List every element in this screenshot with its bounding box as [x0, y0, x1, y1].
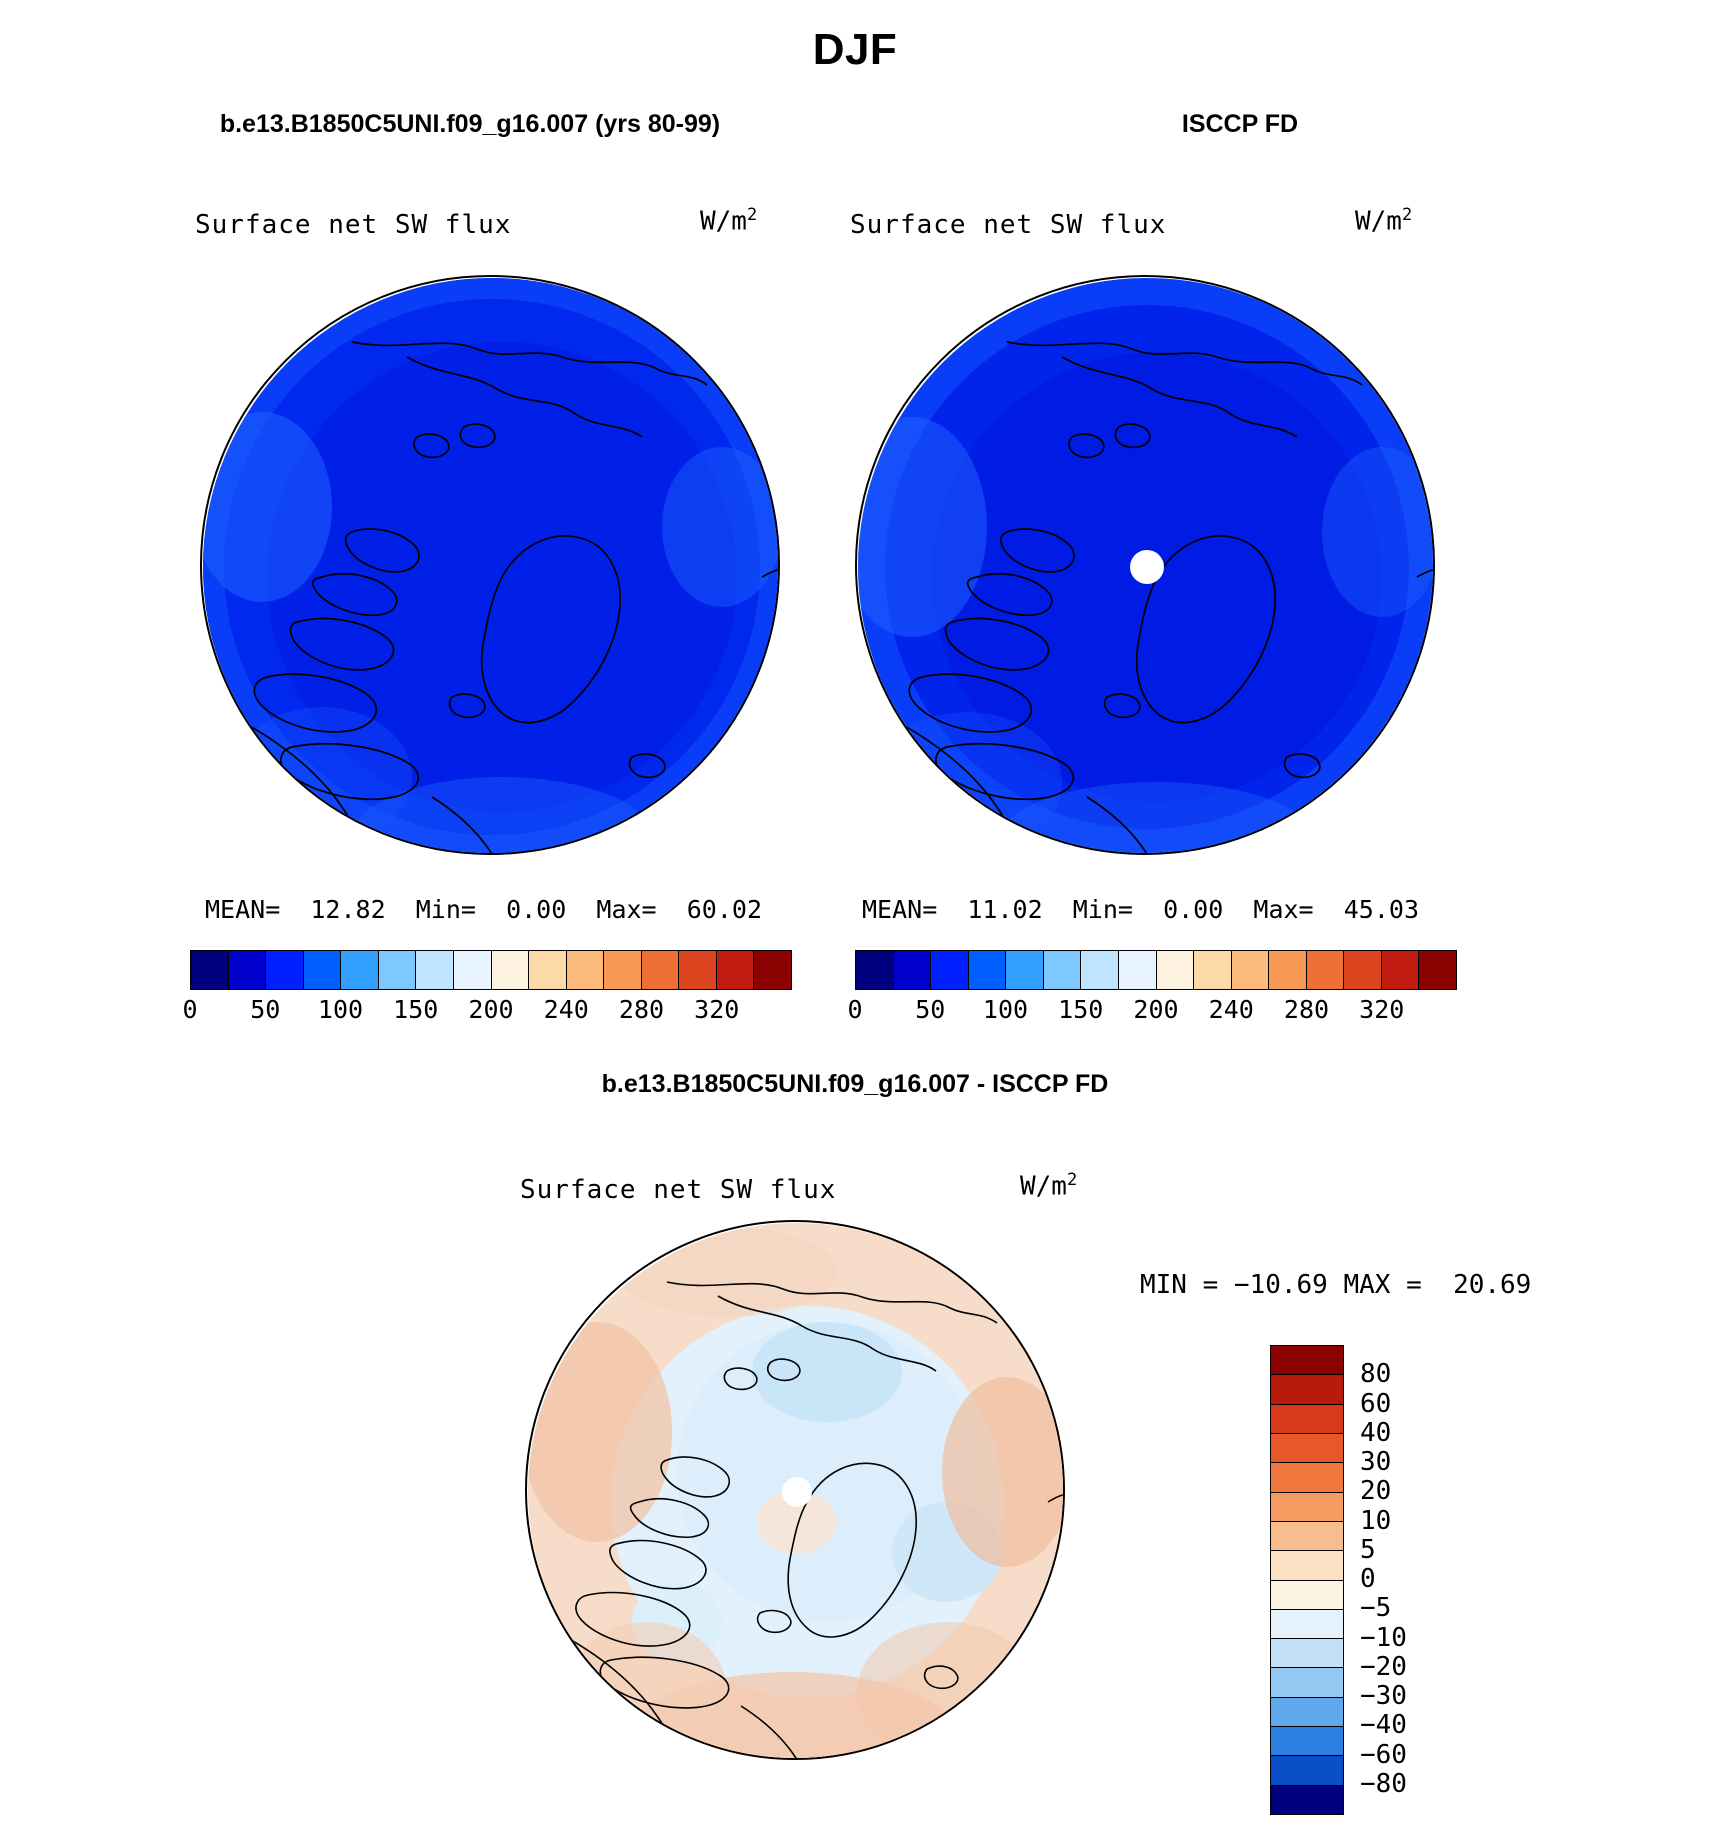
colorbar-swatch — [1043, 951, 1081, 989]
colorbar-level-label: 5 — [1360, 1534, 1376, 1565]
colorbar-swatch — [1005, 951, 1043, 989]
colorbar-swatch — [603, 951, 641, 989]
colorbar-swatch — [893, 951, 931, 989]
colorbar-swatch — [340, 951, 378, 989]
colorbar-swatch — [491, 951, 529, 989]
right-units-label: $W/m^2$ — [1355, 205, 1413, 237]
colorbar-swatch — [1271, 1550, 1343, 1579]
colorbar-level-label: −10 — [1360, 1622, 1407, 1653]
colorbar-swatch — [716, 951, 754, 989]
colorbar-level-label: −20 — [1360, 1651, 1407, 1682]
colorbar-swatch — [1271, 1580, 1343, 1609]
colorbar-level-label: −80 — [1360, 1768, 1407, 1799]
colorbar-level-label: 0 — [1360, 1564, 1376, 1594]
left-variable-label: Surface net SW flux — [195, 210, 512, 240]
right-map-graphic — [857, 277, 1435, 855]
colorbar-swatch — [641, 951, 679, 989]
colorbar-swatch — [528, 951, 566, 989]
colorbar-swatch — [968, 951, 1006, 989]
colorbar-tick-label: 240 — [1208, 995, 1254, 1024]
left-map-graphic — [202, 277, 780, 855]
colorbar-swatch — [1381, 951, 1419, 989]
difference-panel-title: b.e13.B1850C5UNI.f09_g16.007 - ISCCP FD — [601, 1070, 1109, 1098]
left-colorbar-ticks — [182, 995, 790, 1027]
difference-polar-map — [525, 1220, 1065, 1760]
right-colorbar — [855, 950, 1457, 990]
colorbar-swatch — [1271, 1726, 1343, 1755]
colorbar-swatch — [1343, 951, 1381, 989]
difference-units-label: $W/m^2$ — [1020, 1170, 1078, 1202]
left-polar-map — [200, 275, 780, 855]
colorbar-swatch — [1271, 1374, 1343, 1403]
colorbar-tick-label: 0 — [182, 995, 198, 1024]
colorbar-tick-label: 200 — [1133, 995, 1179, 1024]
colorbar-swatch — [1271, 1521, 1343, 1550]
colorbar-swatch — [1118, 951, 1156, 989]
colorbar-swatch — [1271, 1755, 1343, 1784]
colorbar-swatch — [1418, 951, 1456, 989]
colorbar-swatch — [453, 951, 491, 989]
colorbar-level-label: 10 — [1360, 1505, 1392, 1536]
colorbar-swatch — [1271, 1462, 1343, 1491]
right-panel-title: ISCCP FD — [1181, 110, 1299, 138]
pole-gap — [1130, 550, 1164, 584]
colorbar-level-label: 20 — [1360, 1476, 1392, 1507]
right-colorbar-ticks — [847, 995, 1455, 1027]
colorbar-tick-label: 280 — [618, 995, 665, 1024]
colorbar-level-label: −40 — [1360, 1710, 1407, 1741]
colorbar-swatch — [1271, 1697, 1343, 1726]
colorbar-swatch — [566, 951, 604, 989]
colorbar-swatch — [1306, 951, 1344, 989]
right-stats: MEAN= 11.02 Min= 0.00 Max= 45.03 — [862, 895, 1419, 924]
colorbar-swatch — [228, 951, 266, 989]
colorbar-tick-label: 200 — [468, 995, 514, 1024]
colorbar-swatch — [415, 951, 453, 989]
colorbar-level-label: 30 — [1360, 1447, 1392, 1477]
colorbar-swatch — [1271, 1346, 1343, 1374]
colorbar-swatch — [1271, 1433, 1343, 1462]
colorbar-swatch — [856, 951, 893, 989]
colorbar-swatch — [378, 951, 416, 989]
colorbar-tick-label: 320 — [1359, 995, 1405, 1024]
difference-pole-gap — [782, 1477, 812, 1507]
colorbar-level-label: 60 — [1360, 1388, 1392, 1419]
left-units-label: $W/m^2$ — [700, 205, 758, 237]
colorbar-tick-label: 150 — [393, 995, 439, 1024]
difference-map-graphic — [527, 1222, 1065, 1760]
left-stats: MEAN= 12.82 Min= 0.00 Max= 60.02 — [205, 895, 762, 924]
figure-title: DJF — [812, 25, 898, 74]
colorbar-swatch — [753, 951, 791, 989]
colorbar-swatch — [1156, 951, 1194, 989]
colorbar-tick-label: 320 — [694, 995, 740, 1024]
left-colorbar — [190, 950, 792, 990]
colorbar-swatch — [678, 951, 716, 989]
colorbar-swatch — [1271, 1609, 1343, 1638]
colorbar-tick-label: 50 — [915, 995, 946, 1024]
right-polar-map — [855, 275, 1435, 855]
colorbar-swatch — [265, 951, 303, 989]
colorbar-tick-label: 280 — [1283, 995, 1330, 1024]
colorbar-swatch — [303, 951, 341, 989]
difference-variable-label: Surface net SW flux — [520, 1175, 837, 1205]
colorbar-tick-label: 50 — [250, 995, 281, 1024]
colorbar-swatch — [1271, 1492, 1343, 1521]
colorbar-level-label: 40 — [1360, 1417, 1392, 1448]
colorbar-level-label: −60 — [1360, 1739, 1407, 1770]
colorbar-swatch — [191, 951, 228, 989]
colorbar-level-label: −30 — [1360, 1681, 1407, 1711]
colorbar-swatch — [1271, 1638, 1343, 1667]
difference-colorbar — [1270, 1345, 1344, 1815]
colorbar-tick-label: 150 — [1058, 995, 1104, 1024]
right-variable-label: Surface net SW flux — [850, 210, 1167, 240]
colorbar-swatch — [1271, 1785, 1343, 1814]
colorbar-tick-label: 0 — [847, 995, 863, 1024]
colorbar-swatch — [1271, 1404, 1343, 1433]
colorbar-swatch — [1268, 951, 1306, 989]
colorbar-tick-label: 240 — [543, 995, 589, 1024]
colorbar-swatch — [930, 951, 968, 989]
colorbar-level-label: 80 — [1360, 1359, 1392, 1390]
colorbar-tick-label: 100 — [317, 995, 364, 1024]
colorbar-tick-label: 100 — [982, 995, 1029, 1024]
colorbar-swatch — [1193, 951, 1231, 989]
left-panel-title: b.e13.B1850C5UNI.f09_g16.007 (yrs 80-99) — [219, 110, 721, 138]
colorbar-level-label: −5 — [1360, 1593, 1392, 1624]
colorbar-swatch — [1271, 1667, 1343, 1696]
colorbar-swatch — [1231, 951, 1269, 989]
difference-minmax: MIN = −10.69 MAX = 20.69 — [1140, 1270, 1532, 1300]
colorbar-swatch — [1080, 951, 1118, 989]
difference-colorbar-labels — [1360, 1345, 1470, 1813]
